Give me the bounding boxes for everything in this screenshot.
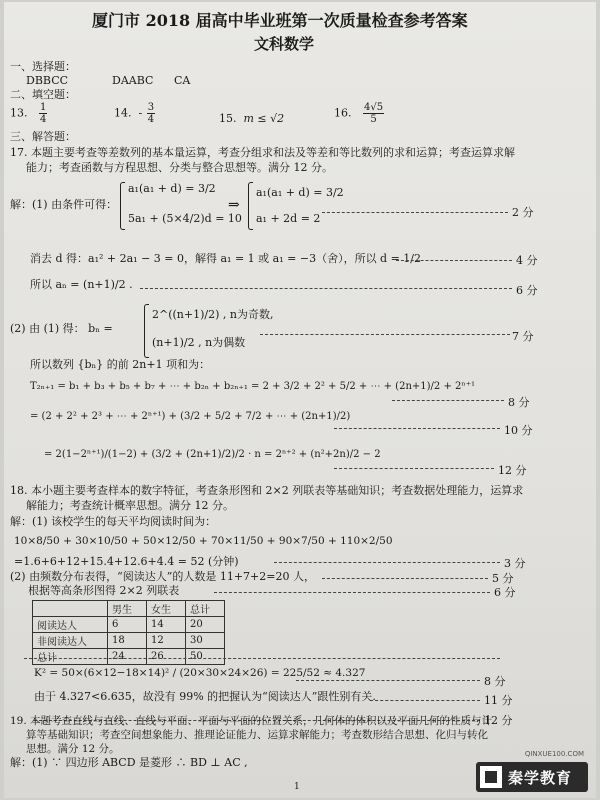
q17-score-3: 6 分 <box>516 284 538 297</box>
contingency-table <box>32 600 225 665</box>
brand-logo <box>476 750 588 792</box>
q18-intro-line1: 18. 本小题主要考查样本的数字特征，考查条形图和 2×2 列联表等基础知识；考查数据处理能力，运算求 <box>10 484 524 497</box>
q17-an-line: 所以 aₙ = (n+1)/2 . <box>30 278 133 291</box>
logo-text: 秦学教育 <box>508 768 573 787</box>
q18-score-4: 8 分 <box>484 675 506 688</box>
table-row: 总计 24 26 50 <box>33 649 225 665</box>
q19-intro-line3: 思想。满分 12 分。 <box>26 743 120 755</box>
q17-score-6: 10 分 <box>504 424 533 437</box>
page-number: 1 <box>294 782 300 792</box>
q17-intro-line2: 能力；考查函数与方程思想、分类与整合思想等。满分 12 分。 <box>26 161 333 174</box>
q17-system1-eq2: 5a₁ + (5×4/2)d = 10 <box>128 212 242 225</box>
q17-score-5: 8 分 <box>508 396 530 409</box>
q17-part2-label: (2) 由 (1) 得： bₙ = <box>10 322 113 335</box>
answer-sheet-page <box>4 2 596 798</box>
fill-13: 13. $\frac{1}{4}$ <box>10 102 47 125</box>
q17-case-odd: 2^((n+1)/2) , n为奇数, <box>152 308 274 321</box>
q17-system-brace-1 <box>120 182 125 230</box>
q18-table-caption: 根据等高条形图得 2×2 列联表 <box>28 584 180 597</box>
q18-score-1: 3 分 <box>504 557 526 570</box>
q18-calc-line1: 10×8/50 + 30×10/50 + 50×12/50 + 70×11/50 + 90×7/50 + 110×2/50 <box>14 535 393 547</box>
q17-score-7: 12 分 <box>498 464 527 477</box>
table-row: 非阅读达人 18 12 30 <box>33 633 225 649</box>
q17-case-even: (n+1)/2 , n为偶数 <box>152 336 246 349</box>
q19-solution-start: 解：(1) ∵ 四边形 ABCD 是菱形 ∴ BD ⊥ AC , <box>10 756 248 769</box>
logo-url: QINXUE100.COM <box>524 750 584 758</box>
mc-answers-1: DBBCC <box>26 74 69 87</box>
fill-15: 15. m ≤ √2 <box>219 112 285 125</box>
q17-sum-line1: T₂ₙ₊₁ = b₁ + b₃ + b₅ + b₇ + ⋯ + b₂ₙ + b₂ₙ₊₁ = 2 + 3/2 + 2² + 5/2 + ⋯ + (2n+1)/2 + 2ⁿ⁺¹ <box>30 381 475 392</box>
page-subtitle: 文科数学 <box>254 35 315 53</box>
q17-eliminate-line: 消去 d 得：a₁² + 2a₁ − 3 = 0，解得 a₁ = 1 或 a₁ = −3（舍），所以 d = 1/2 <box>30 252 422 265</box>
q18-intro-line2: 解能力；考查统计概率思想。满分 12 分。 <box>26 499 234 512</box>
q17-sequence-line: 所以数列 {bₙ} 的前 2n+1 项和为： <box>30 358 211 371</box>
q18-score-2: 5 分 <box>492 572 514 585</box>
section-1-heading: 一、选择题： <box>10 60 76 73</box>
q17-sum-line3: = 2(1−2ⁿ⁺¹)/(1−2) + (3/2 + (2n+1)/2)/2 · n = 2ⁿ⁺² + (n²+2n)/2 − 2 <box>44 449 381 460</box>
q17-intro-line1: 17. 本题主要考查等差数列的基本量运算，考查分组求和法及等差和等比数列的求和运算；考查运算求解 <box>10 146 515 159</box>
section-3-heading: 三、解答题： <box>10 130 76 143</box>
fill-16: 16. $\frac{4√5}{5}$ <box>334 102 384 125</box>
q18-score-6: 12 分 <box>484 714 513 727</box>
q17-sum-line2: = (2 + 2² + 2³ + ⋯ + 2ⁿ⁺¹) + (3/2 + 5/2 + 7/2 + ⋯ + (2n+1)/2) <box>30 411 351 422</box>
q17-score-4: 7 分 <box>512 330 534 343</box>
q17-system2-eq1: a₁(a₁ + d) = 3/2 <box>256 186 344 199</box>
q19-intro-line1: 19. 本题考查直线与直线、直线与平面、平面与平面的位置关系，几何体的体积以及平面几何的性质与计 <box>10 715 493 727</box>
fill-14: 14. - $\frac{3}{4}$ <box>114 102 155 125</box>
section-2-heading: 二、填空题： <box>10 88 76 101</box>
q17-score-2: 4 分 <box>516 254 538 267</box>
q17-implies-arrow: ⇒ <box>228 197 240 213</box>
q18-score-5: 11 分 <box>484 694 513 707</box>
mc-answers-3: CA <box>174 74 191 87</box>
q17-solution-label: 解：(1) 由条件可得： <box>10 198 118 211</box>
q18-calc-line2: =1.6+6+12+15.4+12.6+4.4 = 52 (分钟) <box>14 555 239 568</box>
page-title: 厦门市 2018 届高中毕业班第一次质量检查参考答案 <box>92 11 468 30</box>
q18-part1-label: 解：(1) 该校学生的每天平均阅读时间为： <box>10 515 217 528</box>
q17-system2-eq2: a₁ + 2d = 2 <box>256 212 321 225</box>
table-row: 阅读达人 6 14 20 <box>33 617 225 633</box>
q17-score-1: 2 分 <box>512 206 534 219</box>
mc-answers-2: DAABC <box>112 74 154 87</box>
q18-score-3: 6 分 <box>494 586 516 599</box>
q18-part2-line: (2) 由频数分布表得，“阅读达人”的人数是 11+7+2=20 人， <box>10 570 315 583</box>
logo-mark-icon <box>480 766 502 788</box>
table-header-row: 男生 女生 总计 <box>33 601 225 617</box>
q17-system-brace-2 <box>248 182 253 230</box>
q18-k2-formula: K² = 50×(6×12−18×14)² / (20×30×24×26) = 225/52 ≈ 4.327 <box>34 667 366 679</box>
q18-conclusion: 由于 4.327<6.635，故没有 99% 的把握认为“阅读达人”跟性别有关. <box>34 690 376 703</box>
q17-piecewise-brace <box>144 304 149 358</box>
q17-system1-eq1: a₁(a₁ + d) = 3/2 <box>128 182 216 195</box>
q19-intro-line2: 算等基础知识；考查空间想象能力、推理论证能力、运算求解能力；考查数形结合思想、化归与转化 <box>26 729 488 741</box>
